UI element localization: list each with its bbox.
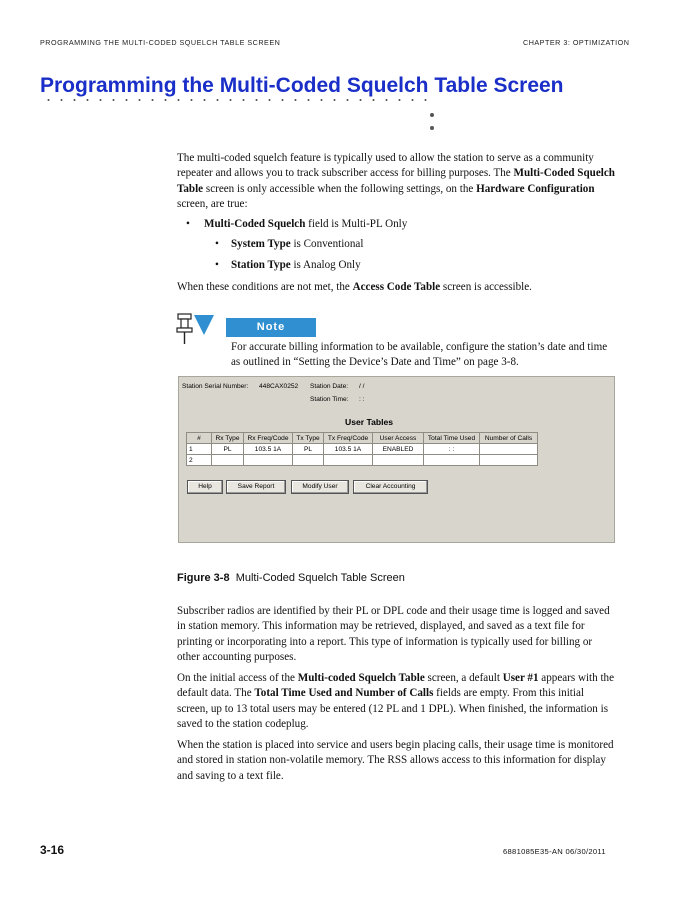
intro-text-3: screen, are true: [177,197,248,210]
intro-bold-2: Hardware Configuration [476,182,595,195]
running-header-right: CHAPTER 3: OPTIMIZATION [523,38,630,47]
col-header-number-of-calls: Number of Calls [480,433,538,444]
table-cell[interactable] [480,444,538,455]
title-dot-2 [430,126,434,130]
table-cell[interactable] [212,455,244,466]
bullet-2-bold: System Type [231,238,291,250]
col-header-rx-freq: Rx Freq/Code [244,433,293,444]
page-title: Programming the Multi-Coded Squelch Table Screen [40,74,564,97]
table-cell[interactable]: PL [212,444,244,455]
station-date-label: Station Date: [310,383,349,390]
station-time-value: : : [359,396,365,403]
table-cell[interactable]: 2 [187,455,212,466]
multi-coded-squelch-table-screenshot [178,376,615,543]
table-cell[interactable] [373,455,424,466]
user-table-header [187,433,538,444]
para2-text-1: On the initial access of the [177,672,298,684]
conditions-text-1: When these conditions are not met, the [177,281,353,293]
para2-text-4: fields are empty. From this initial screen, up to 13 total users may be entered (12 PL and 1 DPL). When finished, the information is saved to the station codeplug. [177,687,609,730]
intro-text-1: The multi-coded squelch feature is typically used to allow the station to serve as a community repeater and allows you to track subscriber access for billing purposes. The [177,152,594,180]
table-cell[interactable] [480,455,538,466]
para2-bold-1: Multi-coded Squelch Table [297,672,425,684]
col-header-number: # [187,433,212,444]
figure-caption-text: Multi-Coded Squelch Table Screen [235,572,405,584]
col-header-tx-type: Tx Type [293,433,324,444]
bullet-item-2 [231,238,363,250]
conditions-text-2: screen is accessible. [440,281,532,293]
para2-bold-2: User #1 [502,672,539,684]
table-cell[interactable] [424,455,480,466]
modify-user-button[interactable]: Modify User [291,480,349,494]
document-id-date: 6881085E35-AN 06/30/2011 [503,847,606,856]
save-report-button[interactable]: Save Report [226,480,286,494]
help-button[interactable]: Help [187,480,223,494]
running-header-left: PROGRAMMING THE MULTI-CODED SQUELCH TABLE SCREEN [40,38,281,47]
station-time-label: Station Time: [310,396,349,403]
clear-accounting-button[interactable]: Clear Accounting [353,480,428,494]
user-tables-title: User Tables [345,417,394,427]
col-header-user-access: User Access [373,433,424,444]
note-text: For accurate billing information to be available, configure the station’s date and time as outlined in “Setting the Device’s Date and Time” on page 3-8. [231,341,608,369]
table-cell[interactable]: ENABLED [373,444,424,455]
station-serial-value: 448CAX0252 [259,383,299,390]
conditions-paragraph [177,280,617,295]
table-cell[interactable] [244,455,293,466]
para2-text-2: screen, a default [424,672,503,684]
col-header-rx-type: Rx Type [212,433,244,444]
figure-caption [177,572,405,584]
bullet-dot-2: • [215,238,219,250]
page-number: 3-16 [40,843,65,857]
bullet-2-text: is Conventional [290,238,364,250]
table-cell[interactable]: : : [424,444,480,455]
table-cell[interactable]: 103.5 1A [324,444,373,455]
station-serial-label: Station Serial Number: [182,383,249,390]
table-cell[interactable]: 1 [187,444,212,455]
table-cell[interactable]: PL [293,444,324,455]
bullet-3-text: is Analog Only [290,259,361,271]
paragraph-subscriber: Subscriber radios are identified by their PL or DPL code and their usage time is logged and saved in station memory. This information may be retrieved, displayed, and saved as a text file for printing or incorporating into a report. This type of information is typically used for billing or other accounting purposes. [177,605,610,663]
intro-text-2: screen is only accessible when the following settings, on the [203,182,477,195]
table-cell[interactable]: 103.5 1A [244,444,293,455]
table-row[interactable] [187,444,538,455]
col-header-tx-freq: Tx Freq/Code [324,433,373,444]
note-label: Note [226,318,316,337]
user-table [186,432,538,466]
figure-number: Figure 3-8 [177,572,230,584]
bullet-1-bold: Multi-Coded Squelch [204,218,306,230]
paragraph-service: When the station is placed into service and users begin placing calls, their usage time is monitored and stored in station non-volatile memory. The RSS allows access to this information for display and saving to a text file. [177,739,614,782]
table-cell[interactable] [324,455,373,466]
bullet-dot-3: • [215,259,219,271]
paragraph-initial-access [177,671,617,732]
para2-bold-3: Total Time Used and Number of Calls [254,687,434,700]
bullet-item-1 [204,218,407,230]
intro-bold-1: Multi-Coded Squelch Table [177,167,615,195]
bullet-item-3 [231,259,361,271]
bullet-3-bold: Station Type [231,259,291,271]
conditions-bold: Access Code Table [352,281,441,293]
bullet-1-text: field is Multi-PL Only [305,218,408,230]
table-cell[interactable] [293,455,324,466]
col-header-total-time: Total Time Used [424,433,480,444]
para2-text-3: appears with the default data. The [177,672,615,700]
station-date-value: / / [359,383,365,390]
table-row[interactable] [187,455,538,466]
title-dot-1 [430,113,434,117]
title-dotted-rule [42,98,437,102]
intro-paragraph [177,151,617,212]
bullet-dot-1: • [186,218,190,230]
pushpin-note-icon [174,311,216,347]
